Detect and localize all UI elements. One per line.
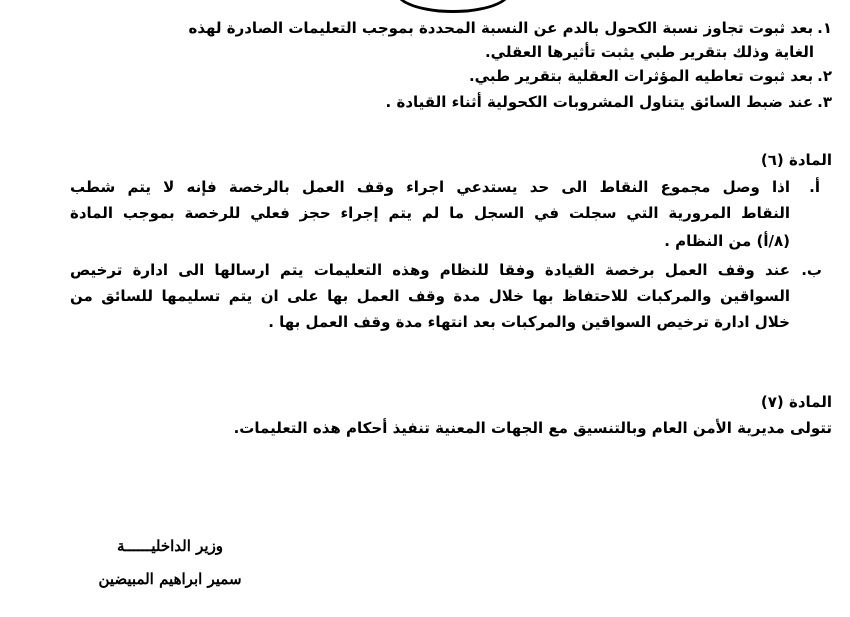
list-item-text: بعد ثبوت تعاطيه المؤثرات العقلية بتقرير طبي. [468, 67, 814, 85]
article-6-item-b-line: السواقين والمركبات للاحتفاظ بها خلال مدة وقف العمل بها على ان يتم تسليمها للسائق من [70, 287, 790, 305]
article-6-item-a-marker: أ. [809, 178, 820, 196]
list-item-number: ٢. [817, 67, 832, 85]
list-item-2 [469, 66, 832, 86]
article-6-item-b-marker: ب. [801, 261, 822, 279]
article-7-heading: المادة (٧) [760, 393, 832, 411]
article-6-item-a-line: اذا وصل مجموع النقاط الى حد يستدعي اجراء وقف العمل بالرخصة فإنه لا يتم شطب [70, 178, 790, 196]
list-item-text: الغاية وذلك بتقرير طبي يثبت تأثيرها العقلي. [484, 43, 814, 61]
signature-name: سمير ابراهيم المبيضين [98, 570, 242, 588]
list-item-3 [386, 92, 832, 112]
list-item-text: بعد ثبوت تجاوز نسبة الكحول بالدم عن النسبة المحددة بموجب التعليمات الصادرة لهذه [188, 19, 814, 37]
article-7-text: تتولى مديرية الأمن العام وبالتنسيق مع الجهات المعنية تنفيذ أحكام هذه التعليمات. [233, 419, 832, 437]
article-6-item-b-line: عند وقف العمل برخصة القيادة وفقا للنظام وهذه التعليمات يتم ارسالها الى ادارة ترخيص [70, 261, 790, 279]
article-6-heading: المادة (٦) [760, 151, 832, 169]
signature-title: وزير الداخليــــــة [116, 537, 224, 555]
article-6-item-a-line: (٨/أ) من النظام . [664, 232, 790, 250]
list-item-text: عند ضبط السائق يتناول المشروبات الكحولية أثناء القيادة . [385, 93, 814, 111]
list-item-1 [68, 18, 832, 38]
list-item-number: ١. [817, 19, 832, 37]
article-6-item-b-line: خلال ادارة ترخيص السواقين والمركبات بعد انتهاء مدة وقف العمل بها . [268, 313, 790, 331]
article-6-item-a-line: النقاط المرورية التي سجلت في السجل ما لم يتم إجراء حجز فعلي للرخصة بموجب المادة [70, 204, 790, 222]
seal-stamp-edge [395, 0, 511, 13]
list-item-number: ٣. [817, 93, 832, 111]
list-item-1-continuation [485, 42, 814, 62]
